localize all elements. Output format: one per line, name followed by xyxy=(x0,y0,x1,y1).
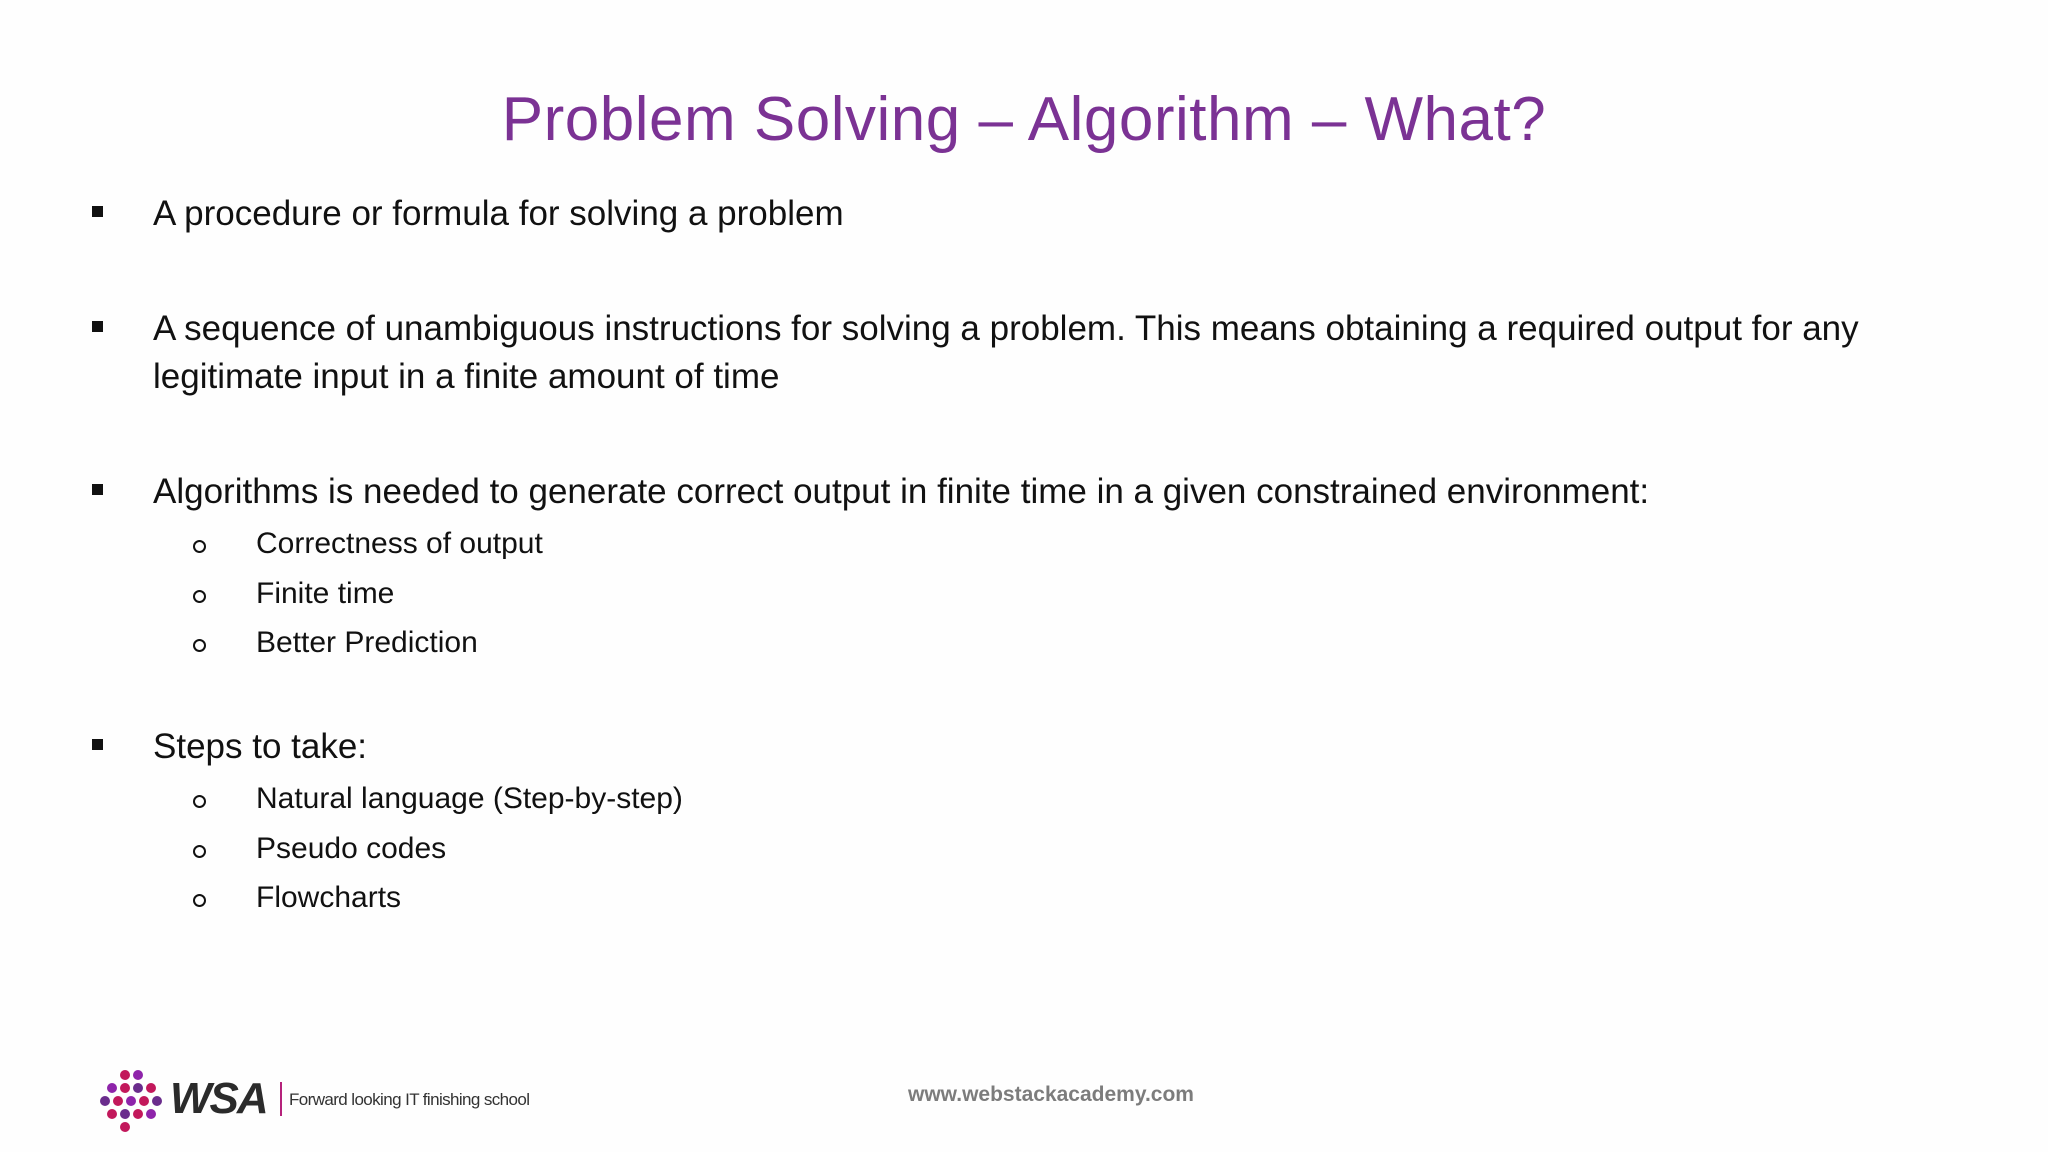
circle-bullet-icon xyxy=(193,795,206,808)
logo-tagline: Forward looking IT finishing school xyxy=(289,1090,530,1109)
footer-url: www.webstackacademy.com xyxy=(908,1083,1194,1106)
bullet-text: A sequence of unambiguous instructions for solving a problem. This means obtaining a required output for any legitimate input in a finite amount of time xyxy=(153,309,1859,396)
square-bullet-icon xyxy=(92,321,103,332)
square-bullet-icon xyxy=(92,739,103,750)
bullet-text: Steps to take: xyxy=(153,727,368,766)
circle-bullet-icon xyxy=(193,639,206,652)
circle-bullet-icon xyxy=(193,894,206,907)
circle-bullet-icon xyxy=(193,540,206,553)
circle-bullet-icon xyxy=(193,590,206,603)
sub-bullet-text: Better Prediction xyxy=(256,626,478,659)
circle-bullet-icon xyxy=(193,845,206,858)
logo-text: WSA xyxy=(170,1074,267,1123)
sub-bullet-text: Correctness of output xyxy=(256,527,543,560)
bullet-text: Algorithms is needed to generate correct output in finite time in a given constrained environment: xyxy=(153,472,1650,511)
sub-bullet-text: Natural language (Step-by-step) xyxy=(256,782,683,815)
bullet-text: A procedure or formula for solving a problem xyxy=(153,194,844,233)
square-bullet-icon xyxy=(92,484,103,495)
square-bullet-icon xyxy=(92,206,103,217)
sub-bullet-text: Pseudo codes xyxy=(256,832,447,865)
slide-title: Problem Solving – Algorithm – What? xyxy=(501,85,1547,154)
sub-bullet-text: Finite time xyxy=(256,577,395,610)
sub-bullet-text: Flowcharts xyxy=(256,881,402,914)
